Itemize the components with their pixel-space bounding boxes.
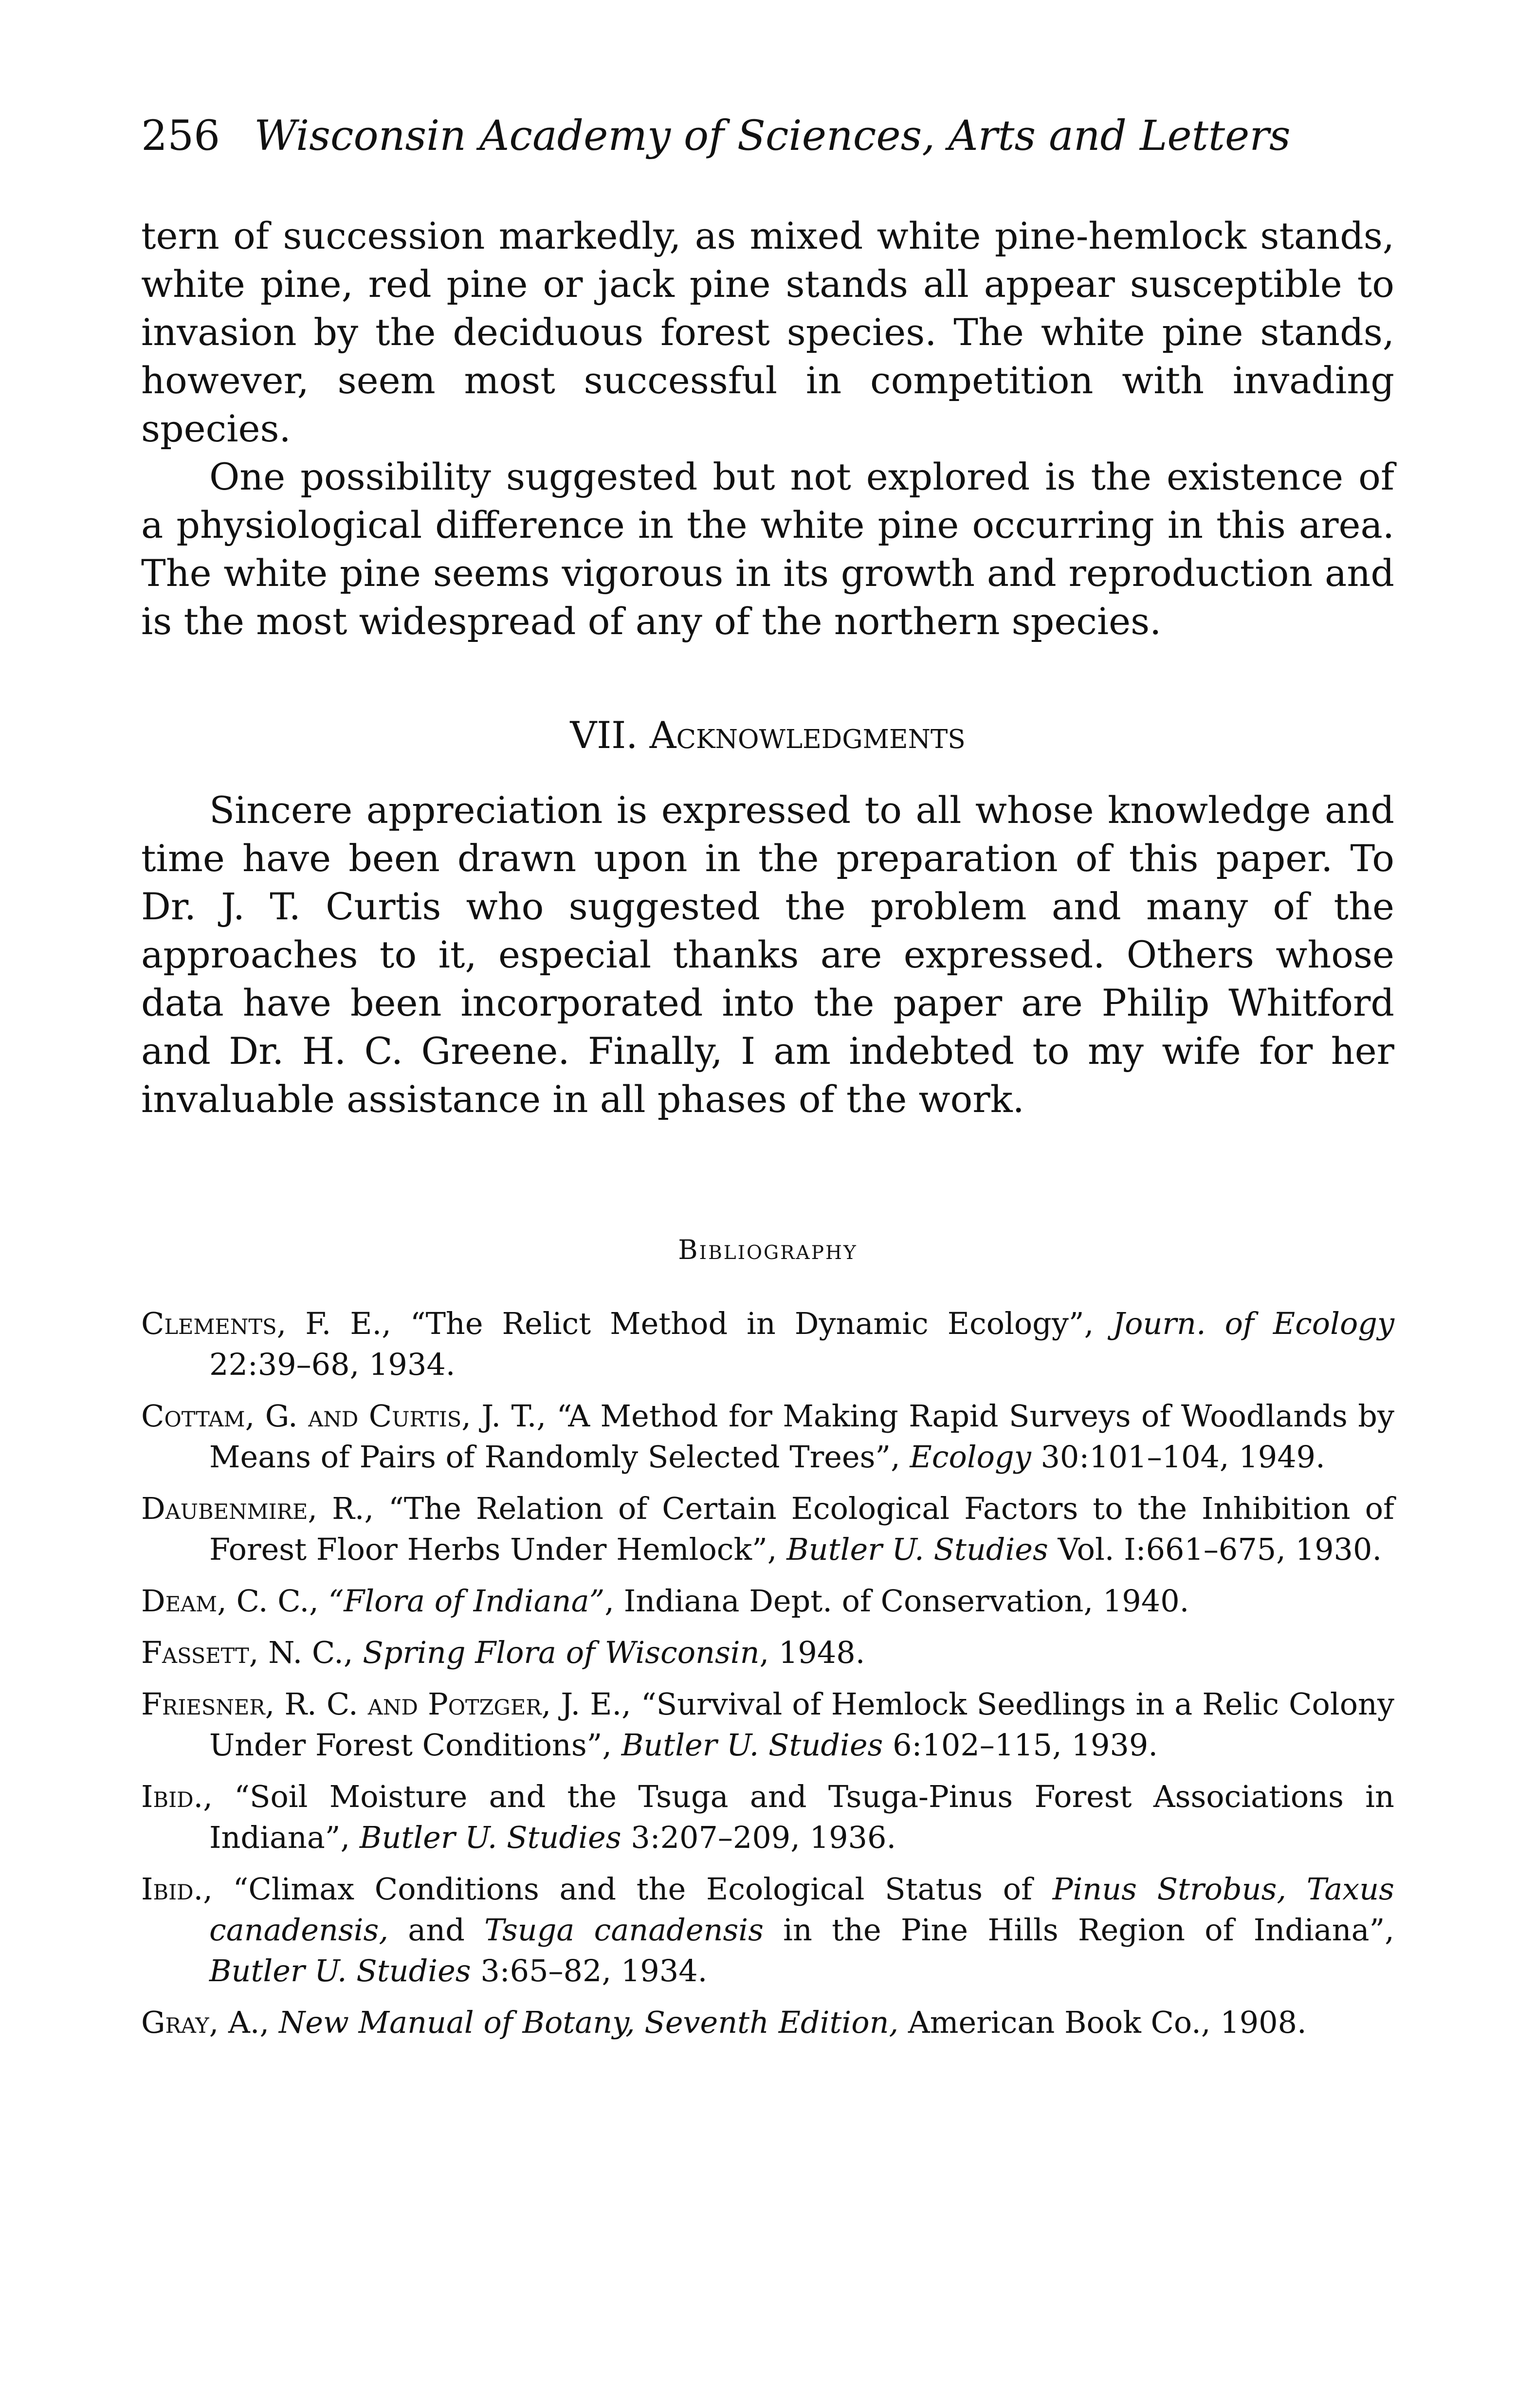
bib-author: Ibid.,	[141, 1779, 213, 1814]
bib-source: Butler U. Studies	[621, 1727, 883, 1763]
section-heading-acknowledgments: VII. Acknowledgments	[570, 713, 966, 757]
bib-text	[353, 1635, 363, 1670]
bib-text: Vol. I:661–675, 1930.	[1048, 1532, 1382, 1567]
bibliography-entry	[141, 1581, 1394, 1622]
bib-text: , Indiana Dept. of Conservation, 1940.	[604, 1583, 1189, 1619]
journal-title: Wisconsin Academy of Sciences, Arts and Letters	[254, 112, 1291, 160]
bibliography-entry	[141, 1396, 1394, 1478]
bib-text: “Soil Moisture and the Tsuga and Tsuga-Pinus Forest Associations in Indiana”,	[209, 1779, 1394, 1855]
bibliography-entry	[141, 2002, 1394, 2043]
document-page	[141, 109, 1394, 2054]
acknowledgments-paragraph: Sincere appreciation is expressed to all whose knowledge and time have been drawn upon in the preparation of this paper. To Dr. J. T. Curtis who suggested the problem and many of the approaches to it, especial thanks are expressed. Others whose data have been incorporated into the paper are Philip Whitford and Dr. H. C. Greene. Finally, I am indebted to my wife for her invaluable assistance in all phases of the work.	[141, 788, 1394, 1121]
bib-text: “Climax Conditions and the Ecological Status of	[212, 1871, 1053, 1907]
bib-text: “The Relict Method in Dynamic Ecology”,	[391, 1306, 1113, 1341]
bib-text: 3:65–82, 1934.	[471, 1953, 708, 1988]
bib-text: American Book Co., 1908.	[898, 2005, 1307, 2040]
bib-text: and	[388, 1912, 485, 1948]
bibliography-entry	[141, 1684, 1394, 1766]
bib-text: in the Pine Hills Region of Indiana”,	[763, 1912, 1395, 1948]
running-head	[141, 109, 1394, 163]
bib-author: Deam, C. C.,	[141, 1583, 319, 1619]
bib-species: Pinus Strobus, Taxus canadensis,	[209, 1871, 1395, 1948]
bib-text: “Survival of Hemlock Seedlings in a Relic Colony Under Forest Conditions”,	[209, 1686, 1394, 1763]
page-number: 256	[141, 112, 220, 160]
bibliography-entry	[141, 1488, 1394, 1570]
bibliography-entry	[141, 1869, 1394, 1991]
bib-author: Gray, A.,	[141, 2005, 270, 2040]
bib-text: 3:207–209, 1936.	[621, 1820, 896, 1855]
bibliography-entry	[141, 1776, 1394, 1858]
bib-text: 30:101–104, 1949.	[1031, 1439, 1325, 1475]
bib-source: Spring Flora of Wisconsin	[363, 1635, 760, 1670]
bibliography-list	[141, 1303, 1394, 2043]
bibliography-heading: Bibliography	[678, 1234, 858, 1265]
bib-text: “A Method for Making Rapid Surveys of Woodlands by Means of Pairs of Randomly Selected Trees”,	[209, 1398, 1394, 1475]
bib-source: Ecology	[910, 1439, 1031, 1475]
bib-text: “The Relation of Certain Ecological Factors to the Inhibition of Forest Floor Herbs Under Hemlock”,	[209, 1491, 1394, 1567]
bib-author: Friesner, R. C. and Potzger, J. E.,	[141, 1686, 631, 1722]
bib-source: Butler U. Studies	[209, 1953, 471, 1988]
bib-text: , 1948.	[759, 1635, 865, 1670]
bib-author: Ibid.,	[141, 1871, 213, 1907]
paragraph: One possibility suggested but not explored is the existence of a physiological difference in the white pine occurring in this area. The white pine seems vigorous in its growth and reproduction and is the most widespread of any of the northern species.	[141, 455, 1394, 643]
bibliography-entry	[141, 1632, 1394, 1673]
bib-text: 22:39–68, 1934.	[209, 1347, 456, 1382]
bib-source: Butler U. Studies	[786, 1532, 1048, 1567]
bib-source: Journ. of Ecology	[1113, 1306, 1395, 1341]
bib-author: Fassett, N. C.,	[141, 1635, 353, 1670]
bib-author: Cottam, G. and Curtis, J. T.,	[141, 1398, 547, 1434]
bib-text	[319, 1583, 329, 1619]
bib-text	[269, 2005, 279, 2040]
body-text	[141, 212, 1394, 1123]
paragraph-continuation: tern of succession markedly, as mixed white pine-hemlock stands, white pine, red pine or jack pine stands all appear susceptible to invasion by the deciduous forest species. The white pine stands, however, seem most successful in competition with invading species.	[141, 214, 1394, 450]
bib-author: Clements, F. E.,	[141, 1306, 391, 1341]
bib-author: Daubenmire, R.,	[141, 1491, 374, 1526]
bib-source: New Manual of Botany, Seventh Edition,	[278, 2005, 899, 2040]
bib-species: Tsuga canadensis	[484, 1912, 764, 1948]
bibliography-entry	[141, 1303, 1394, 1385]
bib-text: 6:102–115, 1939.	[883, 1727, 1158, 1763]
bib-source: Butler U. Studies	[359, 1820, 621, 1855]
bib-source: “Flora of Indiana”	[328, 1583, 605, 1619]
